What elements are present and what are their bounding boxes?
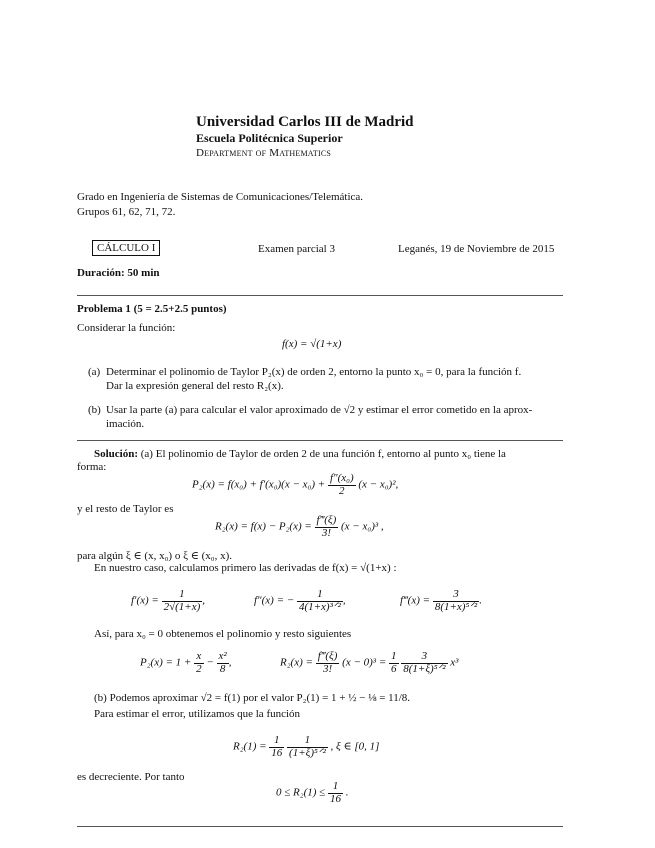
- problem-intro: Considerar la función:: [77, 322, 176, 334]
- rem-f1-den: 3!: [322, 662, 333, 675]
- d2-end: ,: [342, 594, 346, 607]
- problem-title: Problema 1 (5 = 2.5+2.5 puntos): [77, 303, 227, 315]
- university-name: Universidad Carlos III de Madrid: [196, 114, 414, 130]
- err-frac2: [287, 735, 328, 759]
- poly-f1-num: x: [194, 651, 204, 664]
- rem-f3-num: 3: [401, 651, 447, 664]
- err-left: R₂(1) =: [233, 740, 267, 753]
- d1-num: 1: [162, 589, 203, 602]
- school-name: Escuela Politécnica Superior: [196, 131, 343, 145]
- subject-box: CÁLCULO I: [92, 240, 160, 256]
- d3-left: f‴(x) =: [400, 594, 431, 607]
- err-f2-den: (1+ξ)⁵ᐟ²: [289, 746, 326, 759]
- duration: Duración: 50 min: [77, 267, 160, 279]
- err-f1-num: 1: [269, 735, 284, 748]
- rest-formula: [215, 515, 384, 539]
- part-b-line2: imación.: [106, 418, 145, 430]
- bound-end: .: [345, 786, 349, 799]
- part-b-line1: Usar la parte (a) para calcular el valor aproximado de √2 y estimar el error cometido en la aprox-: [106, 404, 533, 416]
- rem-left: R₂(x) =: [280, 656, 313, 669]
- bound-fraction: [328, 781, 343, 805]
- rem-frac1: [316, 651, 340, 675]
- rem-f1-num: f‴(ξ): [317, 650, 338, 662]
- bound-num: 1: [328, 781, 343, 794]
- bound-den: 16: [329, 792, 341, 805]
- degree-line: Grado en Ingeniería de Sistemas de Comunicaciones/Telemática.: [77, 191, 364, 203]
- middle-rule: [77, 440, 563, 441]
- rem-f3-den: 8(1+ξ)⁵ᐟ²: [403, 662, 446, 675]
- derivatives-intro: En nuestro caso, calculamos primero las derivadas de f(x) = √(1+x) :: [94, 562, 397, 574]
- rest-fraction: [315, 515, 339, 539]
- remainder-formula: [280, 651, 458, 675]
- part-a-label: (a): [88, 366, 101, 378]
- err-frac1: [269, 735, 284, 759]
- solution-form: forma:: [77, 461, 107, 473]
- err-end: , ξ ∈ [0, 1]: [330, 740, 380, 753]
- top-rule: [77, 295, 563, 296]
- rest-num: f‴(ξ): [316, 514, 337, 526]
- d3-fraction: [433, 589, 479, 613]
- groups-line: Grupos 61, 62, 71, 72.: [77, 206, 176, 218]
- function-definition: f(x) = √(1+x): [282, 338, 342, 350]
- error-bound: [276, 781, 348, 805]
- d3-end: .: [479, 594, 482, 607]
- solution-text-1: (a) El polinomio de Taylor de orden 2 de una función f, entorno al punto x₀ tiene la: [140, 448, 506, 460]
- error-function: [233, 735, 379, 759]
- third-derivative: [400, 589, 482, 613]
- part-a-line2: Dar la expresión general del resto R₂(x).: [106, 380, 284, 392]
- taylor-right: (x − x₀)²,: [358, 478, 399, 491]
- place-date: Leganés, 19 de Noviembre de 2015: [398, 243, 555, 255]
- poly-left: P₂(x) = 1 +: [140, 656, 192, 669]
- rest-intro: y el resto de Taylor es: [77, 503, 174, 515]
- error-intro: Para estimar el error, utilizamos que la función: [94, 708, 301, 720]
- solution-label: Solución:: [94, 448, 139, 460]
- poly-minus: −: [206, 656, 214, 669]
- solution-paragraph-1: [94, 448, 506, 460]
- department-name: Department of Mathematics: [196, 147, 332, 159]
- poly-f1-den: 2: [196, 662, 202, 675]
- part-b-label: (b): [88, 404, 101, 416]
- rest-left: R₂(x) = f(x) − P₂(x) =: [215, 520, 312, 533]
- taylor-den: 2: [339, 484, 345, 497]
- rem-end: x³: [450, 656, 459, 669]
- d3-num: 3: [433, 589, 479, 602]
- polynomial-intro: Así, para x₀ = 0 obtenemos el polinomio y resto siguientes: [94, 628, 352, 640]
- first-derivative: [131, 589, 205, 613]
- rem-frac2: [389, 651, 399, 675]
- poly-f2-den: 8: [219, 662, 226, 675]
- err-f1-den: 16: [271, 746, 283, 759]
- rest-den: 3!: [321, 526, 331, 539]
- bottom-rule: [77, 826, 563, 827]
- poly-end: ,: [228, 656, 232, 669]
- poly-f2-num: x²: [218, 650, 227, 662]
- polynomial-formula: [140, 651, 231, 675]
- d1-den: 2√(1+x): [163, 600, 201, 613]
- second-derivative: [254, 589, 346, 613]
- taylor-fraction: [328, 473, 356, 497]
- rem-f2-den: 6: [391, 662, 397, 675]
- poly-frac1: [194, 651, 204, 675]
- taylor-left: P₂(x) = f(x₀) + f′(x₀)(x − x₀) +: [192, 478, 326, 491]
- part-a-line1: Determinar el polinomio de Taylor P₂(x) de orden 2, entorno la punto x₀ = 0, para la función f.: [106, 366, 522, 378]
- taylor-num: f″(x₀): [329, 472, 354, 484]
- d2-den: 4(1+x)³ᐟ²: [298, 600, 341, 613]
- rem-mid: (x − 0)³ =: [342, 656, 387, 669]
- rest-right: (x − x₀)³ ,: [341, 520, 384, 533]
- taylor-formula: [192, 473, 398, 497]
- err-f2-num: 1: [287, 735, 328, 748]
- d1-fraction: [162, 588, 206, 613]
- d1-left: f′(x) =: [131, 594, 159, 607]
- d2-left: f″(x) = −: [254, 594, 295, 607]
- approx-paragraph: (b) Podemos aproximar √2 = f(1) por el valor P₂(1) = 1 + ½ − ⅛ = 11/8.: [94, 692, 411, 704]
- d2-num: 1: [297, 589, 343, 602]
- d2-fraction: [297, 589, 343, 613]
- poly-frac2: [217, 651, 229, 675]
- bound-left: 0 ≤ R₂(1) ≤: [276, 786, 326, 799]
- exam-name: Examen parcial 3: [258, 243, 335, 255]
- d1-end: ,: [202, 594, 206, 607]
- d3-den: 8(1+x)⁵ᐟ²: [434, 600, 478, 613]
- xi-condition: para algún ξ ∈ (x, x₀) o ξ ∈ (x₀, x).: [77, 550, 233, 562]
- rem-f2-num: 1: [391, 650, 397, 662]
- rem-frac3: [401, 651, 447, 675]
- decreasing-text: es decreciente. Por tanto: [77, 771, 185, 783]
